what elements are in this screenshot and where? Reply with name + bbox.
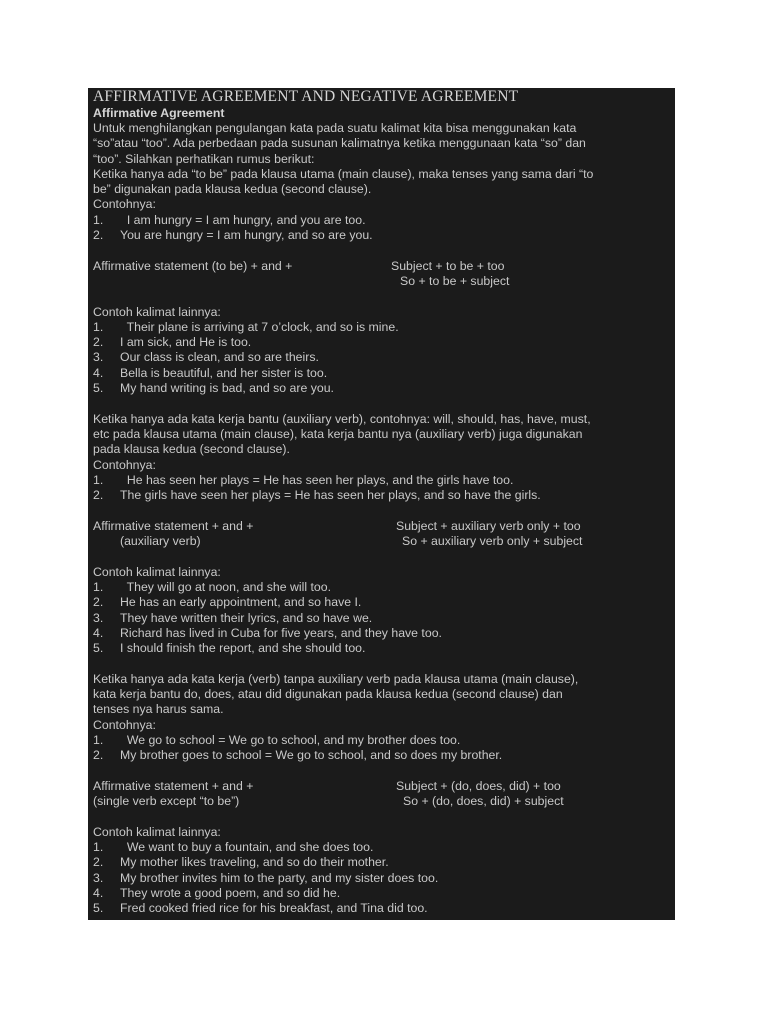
section-text-line: pada klausa kedua (second clause). [93,442,290,457]
list-text: I am hungry = I am hungry, and you are too. [120,212,366,227]
formula-right: Subject + auxiliary verb only + too [396,518,581,533]
list-item [93,626,673,641]
list-text: We go to school = We go to school, and my brother does too. [120,732,461,747]
list-item [93,886,673,901]
formula-right: So + to be + subject [400,273,510,288]
list-text: Richard has lived in Cuba for five years, and they have too. [120,625,442,640]
list-item [93,213,673,228]
list-number: 5. [93,901,104,916]
list-item [93,580,673,595]
formula-left: Affirmative statement + and + [93,778,254,793]
list-item [93,320,673,335]
list-text: Fred cooked fried rice for his breakfast, and Tina did too. [120,901,428,916]
list-number: 5. [93,641,104,656]
intro-line: Untuk menghilangkan pengulangan kata pada suatu kalimat kita bisa menggunakan kata [93,121,577,135]
list-number: 2. [93,228,104,243]
list-number: 2. [93,748,104,763]
list-item [93,366,673,381]
list-item [93,641,673,656]
example-label: Contohnya: [93,197,156,212]
list-text: Their plane is arriving at 7 o’clock, and so is mine. [120,319,399,334]
list-item [93,901,673,916]
section-text-line: be” digunakan pada klausa kedua (second clause). [93,182,372,197]
formula-left: Affirmative statement + and + [93,518,254,533]
list-text: Bella is beautiful, and her sister is too. [120,365,328,380]
formula-row [93,534,673,549]
list-item [93,595,673,610]
section-single-verb [93,672,673,917]
formula-right: Subject + to be + too [391,258,505,273]
section-to-be [93,167,673,396]
formula-row [93,519,673,534]
list-item [93,748,673,763]
page-title: AFFIRMATIVE AGREEMENT AND NEGATIVE AGREEMENT [93,88,519,105]
list-text: They have written their lyrics, and so have we. [120,610,373,625]
list-item [93,871,673,886]
intro-paragraph [93,121,673,167]
formula-row [93,274,673,289]
list-text: He has seen her plays = He has seen her plays, and the girls have too. [120,472,514,487]
list-number: 1. [93,839,104,854]
list-item [93,350,673,365]
list-item [93,335,673,350]
formula-row [93,794,673,809]
formula-left: (auxiliary verb) [120,534,201,549]
formula-row [93,779,673,794]
list-item [93,840,673,855]
list-number: 1. [93,732,104,747]
list-number: 1. [93,579,104,594]
list-item [93,488,673,503]
list-text: They will go at noon, and she will too. [120,579,331,594]
list-number: 1. [93,212,104,227]
list-text: My hand writing is bad, and so are you. [120,381,334,396]
list-text: My mother likes traveling, and so do their mother. [120,855,389,870]
list-number: 1. [93,472,104,487]
list-text: My brother goes to school = We go to school, and so does my brother. [120,748,503,763]
list-number: 1. [93,319,104,334]
list-number: 2. [93,488,104,503]
list-text: I should finish the report, and she should too. [120,641,366,656]
formula-row [93,259,673,274]
list-item [93,473,673,488]
formula-right: Subject + (do, does, did) + too [396,778,561,793]
list-number: 2. [93,855,104,870]
list-number: 3. [93,870,104,885]
more-examples-label: Contoh kalimat lainnya: [93,564,221,579]
example-label: Contohnya: [93,457,156,472]
list-number: 2. [93,335,104,350]
example-label: Contohnya: [93,717,156,732]
section-text-line: Ketika hanya ada kata kerja bantu (auxiliary verb), contohnya: will, should, has, have, must, [93,411,591,426]
list-text: I am sick, and He is too. [120,335,252,350]
section-text-line: Ketika hanya ada “to be” pada klausa utama (main clause), maka tenses yang sama dari “to [93,166,594,181]
list-text: You are hungry = I am hungry, and so are you. [120,228,373,243]
list-number: 3. [93,610,104,625]
list-number: 3. [93,350,104,365]
list-item [93,611,673,626]
list-number: 2. [93,595,104,610]
more-examples-label: Contoh kalimat lainnya: [93,824,221,839]
document-content [93,88,673,916]
list-text: The girls have seen her plays = He has seen her plays, and so have the girls. [120,488,541,503]
list-number: 4. [93,625,104,640]
intro-line: “too”. Silahkan perhatikan rumus berikut: [93,151,315,166]
section-auxiliary-verb [93,412,673,657]
list-item [93,228,673,243]
more-examples-label: Contoh kalimat lainnya: [93,304,221,319]
list-text: Our class is clean, and so are theirs. [120,350,319,365]
list-number: 5. [93,381,104,396]
section-text-line: Ketika hanya ada kata kerja (verb) tanpa auxiliary verb pada klausa utama (main clause), [93,671,579,686]
section-text-line: kata kerja bantu do, does, atau did digunakan pada klausa kedua (second clause) dan [93,686,563,701]
list-text: They wrote a good poem, and so did he. [120,885,341,900]
list-text: My brother invites him to the party, and my sister does too. [120,870,439,885]
section-subtitle: Affirmative Agreement [93,106,225,120]
formula-right: So + auxiliary verb only + subject [402,534,583,549]
list-number: 4. [93,885,104,900]
section-text-line: etc pada klausa utama (main clause), kata kerja bantu nya (auxiliary verb) juga digunakan [93,426,583,441]
section-text-line: tenses nya harus sama. [93,702,224,717]
list-item [93,855,673,870]
document-page [88,88,675,920]
list-text: We want to buy a fountain, and she does too. [120,839,374,854]
list-text: He has an early appointment, and so have I. [120,595,362,610]
list-number: 4. [93,365,104,380]
formula-left: (single verb except “to be”) [93,794,240,809]
formula-right: So + (do, does, did) + subject [403,794,564,809]
list-item [93,381,673,396]
intro-line: “so”atau “too”. Ada perbedaan pada susunan kalimatnya ketika menggunaan kata “so” dan [93,136,586,151]
list-item [93,733,673,748]
formula-left: Affirmative statement (to be) + and + [93,258,293,273]
